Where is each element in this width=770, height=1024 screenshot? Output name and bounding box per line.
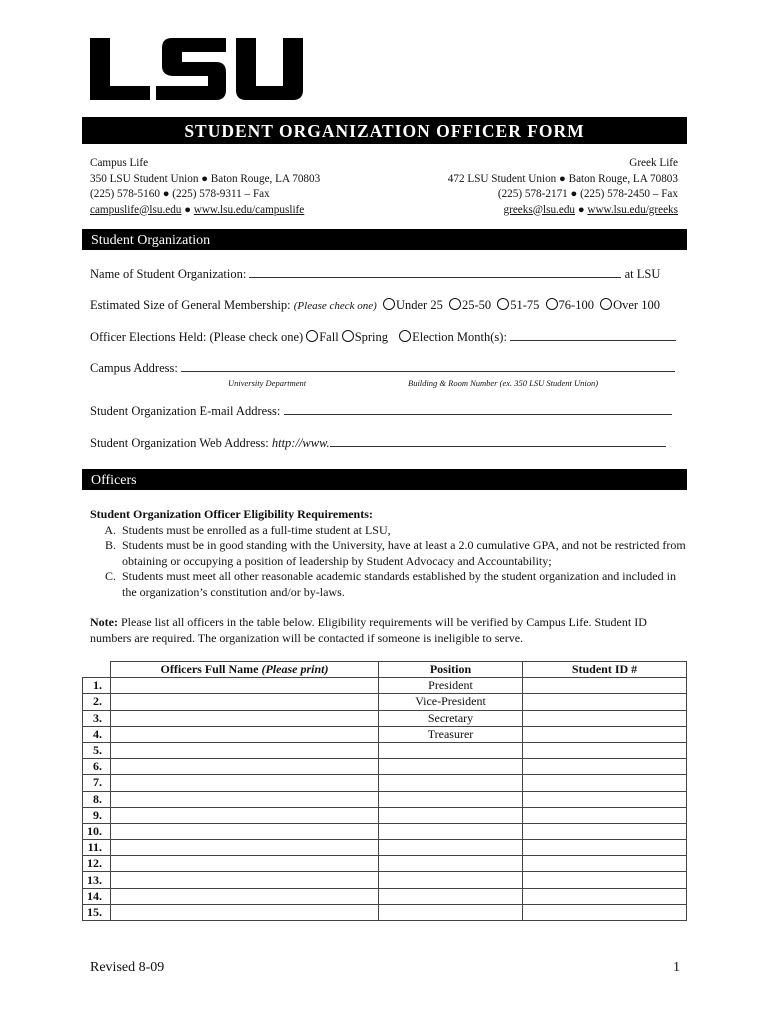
header-num xyxy=(83,662,111,678)
greek-life-phone: (225) 578-2171 ● (225) 578-2450 – Fax xyxy=(497,188,678,200)
header-name-label: Officers Full Name xyxy=(160,662,259,677)
greek-life-contact xyxy=(448,156,678,218)
officer-name-cell[interactable] xyxy=(111,742,379,758)
header-name-hint: (Please print) xyxy=(261,662,329,677)
position-cell[interactable] xyxy=(379,840,523,856)
election-month-label: Election Month(s): xyxy=(412,330,507,344)
elections-radio-spring[interactable] xyxy=(342,330,354,342)
election-month-input[interactable] xyxy=(510,329,676,341)
requirement-letter: A. xyxy=(104,522,116,537)
campus-address-sub-building: Building & Room Number (ex. 350 LSU Student Union) xyxy=(408,378,599,388)
form-title: STUDENT ORGANIZATION OFFICER FORM xyxy=(82,117,687,144)
student-id-cell[interactable] xyxy=(523,678,687,694)
table-row xyxy=(83,840,687,856)
membership-row xyxy=(90,298,660,313)
officer-name-cell[interactable] xyxy=(111,872,379,888)
officer-name-cell[interactable] xyxy=(111,710,379,726)
membership-option-under-25: Under 25 xyxy=(395,298,443,312)
header-position-label: Position xyxy=(429,662,472,677)
org-email-row xyxy=(90,403,672,419)
position-cell[interactable] xyxy=(379,904,523,920)
officer-name-cell[interactable] xyxy=(111,840,379,856)
row-number: 1. xyxy=(83,678,111,694)
officer-name-cell[interactable] xyxy=(111,823,379,839)
campus-address-sub-department: University Department xyxy=(228,378,307,388)
greek-life-web-link[interactable]: www.lsu.edu/greeks xyxy=(587,203,678,216)
row-number: 11. xyxy=(83,840,111,856)
table-row xyxy=(83,678,687,694)
position-cell[interactable]: President xyxy=(379,678,523,694)
elections-radio-fall[interactable] xyxy=(306,330,318,342)
eligibility-requirements xyxy=(90,507,690,600)
row-number: 2. xyxy=(83,694,111,710)
student-id-cell[interactable] xyxy=(523,759,687,775)
requirement-item xyxy=(90,523,690,539)
section-header-officers: Officers xyxy=(82,469,687,490)
student-id-cell[interactable] xyxy=(523,710,687,726)
student-id-cell[interactable] xyxy=(523,904,687,920)
lsu-logo-graphic xyxy=(90,38,305,100)
officer-name-cell[interactable] xyxy=(111,759,379,775)
note-text: Please list all officers in the table below. Eligibility requirements will be verified by Campus Life. Student ID numbers are required. The organization will be contacted if someone is ineligible to serve. xyxy=(90,615,647,645)
row-number: 14. xyxy=(83,888,111,904)
student-id-cell[interactable] xyxy=(523,726,687,742)
campus-life-web-link[interactable]: www.lsu.edu/campuslife xyxy=(193,203,305,216)
campus-address-input[interactable] xyxy=(181,360,675,372)
campus-life-email-link[interactable]: campuslife@lsu.edu xyxy=(90,203,182,216)
row-number: 5. xyxy=(83,742,111,758)
greek-life-name: Greek Life xyxy=(629,157,678,169)
position-cell[interactable] xyxy=(379,759,523,775)
membership-option-25-50: 25-50 xyxy=(461,298,492,312)
row-number: 8. xyxy=(83,791,111,807)
officer-name-cell[interactable] xyxy=(111,856,379,872)
student-id-cell[interactable] xyxy=(523,791,687,807)
table-row xyxy=(83,904,687,920)
student-id-cell[interactable] xyxy=(523,742,687,758)
position-cell[interactable] xyxy=(379,888,523,904)
requirements-heading: Student Organization Officer Eligibility Requirements: xyxy=(90,507,373,521)
membership-option-51-75: 51-75 xyxy=(510,298,540,312)
table-row xyxy=(83,759,687,775)
table-row xyxy=(83,807,687,823)
position-cell[interactable] xyxy=(379,872,523,888)
org-web-prefix: http://www. xyxy=(271,436,330,450)
requirement-text: Students must be in good standing with the University, have at least a 2.0 cumulative GPA, and not be restricted from obtaining or occupying a position of leadership by Student Advocacy and Accountability; xyxy=(122,538,686,568)
bullet-separator: ● xyxy=(184,203,191,216)
row-number: 4. xyxy=(83,726,111,742)
page-number: 1 xyxy=(673,960,680,975)
row-number: 7. xyxy=(83,775,111,791)
campus-life-phone: (225) 578-5160 ● (225) 578-9311 – Fax xyxy=(90,188,270,200)
org-name-input[interactable] xyxy=(249,266,621,278)
table-row xyxy=(83,742,687,758)
position-cell[interactable] xyxy=(379,807,523,823)
position-cell[interactable] xyxy=(379,823,523,839)
membership-radio-over-100[interactable] xyxy=(600,298,612,310)
student-id-cell[interactable] xyxy=(523,823,687,839)
org-name-label: Name of Student Organization: xyxy=(90,267,247,281)
campus-life-address: 350 LSU Student Union ● Baton Rouge, LA 70803 xyxy=(90,172,321,185)
position-cell[interactable] xyxy=(379,856,523,872)
position-cell[interactable]: Vice-President xyxy=(379,694,523,710)
table-row xyxy=(83,726,687,742)
row-number: 13. xyxy=(83,872,111,888)
table-header-row xyxy=(83,662,687,678)
note-paragraph xyxy=(90,614,685,646)
org-web-input[interactable] xyxy=(330,435,666,447)
table-row xyxy=(83,694,687,710)
elections-option-fall: Fall xyxy=(319,330,339,344)
membership-option-76-100: 76-100 xyxy=(558,298,594,312)
org-web-row xyxy=(90,435,666,451)
header-student-id-label: Student ID # xyxy=(571,662,638,677)
officer-name-cell[interactable] xyxy=(111,775,379,791)
position-cell[interactable] xyxy=(379,775,523,791)
membership-label: Estimated Size of General Membership: xyxy=(90,298,291,312)
campus-address-label: Campus Address: xyxy=(90,361,178,375)
position-cell[interactable] xyxy=(379,742,523,758)
table-row xyxy=(83,872,687,888)
section-header-student-organization: Student Organization xyxy=(82,229,687,250)
row-number: 15. xyxy=(83,904,111,920)
membership-hint: (Please check one) xyxy=(293,300,377,312)
officer-name-cell[interactable] xyxy=(111,694,379,710)
org-name-row xyxy=(90,266,660,282)
campus-address-row xyxy=(90,360,675,376)
position-cell[interactable]: Treasurer xyxy=(379,726,523,742)
student-id-cell[interactable] xyxy=(523,807,687,823)
lsu-logo xyxy=(90,38,305,100)
header-position xyxy=(379,662,523,678)
row-number: 6. xyxy=(83,759,111,775)
officers-table xyxy=(82,661,687,921)
header-name xyxy=(111,662,379,678)
membership-radio-under-25[interactable] xyxy=(383,298,395,310)
table-row xyxy=(83,856,687,872)
requirement-letter: B. xyxy=(104,538,116,552)
officer-name-cell[interactable] xyxy=(111,807,379,823)
greek-life-email-link[interactable]: greeks@lsu.edu xyxy=(503,203,576,216)
requirement-item xyxy=(90,538,690,569)
student-id-cell[interactable] xyxy=(523,888,687,904)
officer-name-cell[interactable] xyxy=(111,904,379,920)
student-id-cell[interactable] xyxy=(523,840,687,856)
elections-label: Officer Elections Held: (Please check one) xyxy=(90,330,304,344)
revised-date: Revised 8-09 xyxy=(90,960,165,975)
requirement-item xyxy=(90,569,690,600)
header-student-id xyxy=(523,662,687,678)
officer-name-cell[interactable] xyxy=(111,791,379,807)
campus-life-contact xyxy=(90,156,320,218)
table-row xyxy=(83,888,687,904)
election-month-radio[interactable] xyxy=(399,330,411,342)
elections-option-spring: Spring xyxy=(354,330,389,344)
bullet-separator: ● xyxy=(577,203,585,216)
org-name-suffix: at LSU xyxy=(624,267,661,281)
row-number: 10. xyxy=(83,823,111,839)
requirement-text: Students must be enrolled as a full-time student at LSU, xyxy=(122,522,391,537)
elections-row xyxy=(90,329,676,345)
position-cell[interactable] xyxy=(379,791,523,807)
note-label: Note: xyxy=(90,615,118,629)
row-number: 9. xyxy=(83,807,111,823)
student-id-cell[interactable] xyxy=(523,856,687,872)
row-number: 3. xyxy=(83,710,111,726)
position-cell[interactable]: Secretary xyxy=(379,710,523,726)
table-row xyxy=(83,775,687,791)
membership-radio-25-50[interactable] xyxy=(449,298,461,310)
student-id-cell[interactable] xyxy=(523,775,687,791)
officer-name-cell[interactable] xyxy=(111,726,379,742)
org-web-label: Student Organization Web Address: xyxy=(90,436,269,450)
campus-life-name: Campus Life xyxy=(90,157,149,169)
membership-option-over-100: Over 100 xyxy=(613,298,660,312)
org-email-input[interactable] xyxy=(284,403,672,415)
row-number: 12. xyxy=(83,856,111,872)
officer-name-cell[interactable] xyxy=(111,888,379,904)
table-row xyxy=(83,791,687,807)
org-email-label: Student Organization E-mail Address: xyxy=(90,404,281,418)
requirement-letter: C. xyxy=(104,569,116,583)
greek-life-address: 472 LSU Student Union ● Baton Rouge, LA 70803 xyxy=(447,172,678,185)
table-row xyxy=(83,823,687,839)
table-row xyxy=(83,710,687,726)
student-id-cell[interactable] xyxy=(523,694,687,710)
student-id-cell[interactable] xyxy=(523,872,687,888)
requirement-text: Students must meet all other reasonable academic standards established by the student organization and included in the organization’s constitution and/or by-laws. xyxy=(122,569,676,599)
officer-name-cell[interactable] xyxy=(111,678,379,694)
membership-radio-76-100[interactable] xyxy=(546,298,558,310)
membership-radio-51-75[interactable] xyxy=(497,298,509,310)
